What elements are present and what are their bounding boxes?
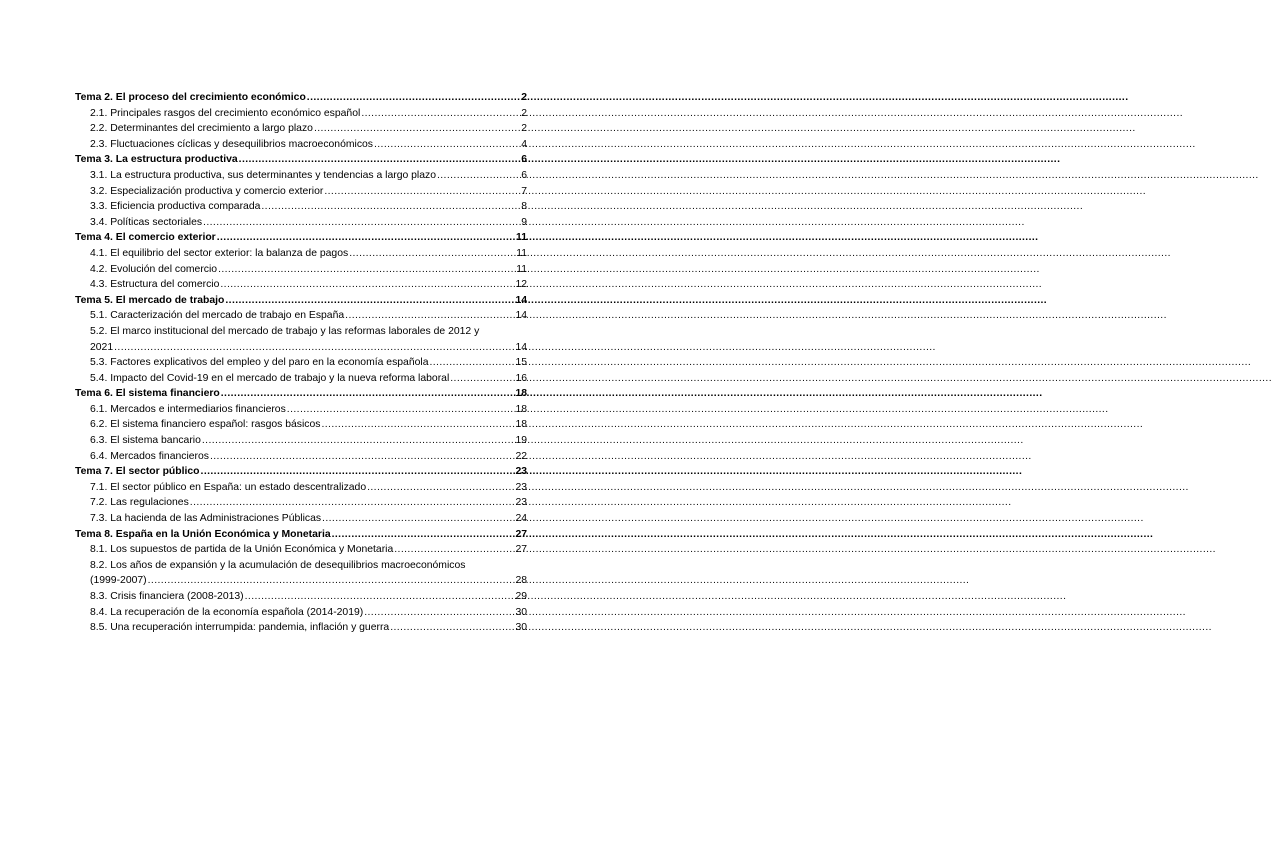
dot-leader [429,355,514,371]
dot-leader [361,106,520,122]
toc-subsection-entry[interactable] [75,137,527,153]
toc-entry-label: 6.3. El sistema bancario [90,435,201,447]
toc-entry-label: 3.3. Eficiencia productiva comparada [90,201,261,213]
table-of-contents [75,90,527,636]
toc-entry-label: 8.3. Crisis financiera (2008-2013) [90,591,244,602]
toc-entry-label: 8.5. Una recuperación interrumpida: pandemia, inflación y guerra [90,622,390,634]
toc-topic-entry[interactable] [75,90,527,106]
dot-leader [450,371,514,387]
toc-entry-label: 4.2. Evolución del comercio [90,263,218,275]
dot-leader [239,152,521,168]
dot-leader [261,199,520,215]
toc-page-number: 9 [521,216,527,228]
toc-page-number: 30 [515,622,527,634]
toc-page-number: 14 [515,341,527,353]
toc-topic-entry[interactable] [75,293,527,309]
toc-subsection-entry[interactable] [75,199,527,215]
toc-entry-label: Tema 2. El proceso del crecimiento económico [75,92,306,103]
dot-leader [332,527,515,543]
toc-entry-label: Tema 8. España en la Unión Económica y Monetaria [75,528,331,540]
toc-entry-label: Tema 4. El comercio exterior [75,232,216,244]
dot-leader [148,573,515,589]
dot-leader [201,464,515,480]
toc-page-number: 16 [515,372,527,384]
dot-leader [217,230,515,246]
toc-entry-label: Tema 5. El mercado de trabajo [75,294,225,306]
toc-entry-label: 8.4. La recuperación de la economía española (2014-2019) [90,606,364,618]
toc-subsection-entry[interactable] [75,246,527,262]
toc-entry-label: 6.1. Mercados e intermediarios financieros [90,403,286,415]
dot-leader [345,308,514,324]
toc-page-number: 11 [516,263,527,275]
toc-entry-label: 3.2. Especialización productiva y comercio exterior [90,185,324,197]
toc-entry-label: 6.4. Mercados financieros [90,450,209,462]
dot-leader [307,90,520,106]
toc-page-number: 8 [521,201,527,213]
toc-page-number: 23 [515,481,527,493]
dot-leader [114,340,514,356]
dot-leader [221,386,515,402]
toc-entry-label: 4.1. El equilibrio del sector exterior: la balanza de pagos [90,247,349,259]
toc-page-number: 6 [521,169,527,181]
dot-leader [202,433,515,449]
toc-subsection-entry[interactable] [75,168,527,184]
dot-leader [394,542,514,558]
toc-page-number: 2 [521,107,527,119]
toc-page-number: 23 [515,466,527,478]
toc-page-number: 11 [516,232,527,244]
toc-entry-label: 2.2. Determinantes del crecimiento a largo plazo [90,123,313,135]
toc-subsection-entry[interactable] [75,620,527,636]
toc-page-number: 12 [515,279,527,291]
toc-page-number: 14 [515,294,527,306]
toc-entry-label: 5.4. Impacto del Covid-19 en el mercado de trabajo y la nueva reforma laboral [90,372,450,384]
toc-entry-label: 8.1. Los supuestos de partida de la Unión Económica y Monetaria [90,544,394,556]
dot-leader [190,495,515,511]
dot-leader [314,121,520,137]
toc-page-number: 27 [515,544,527,556]
toc-subsection-entry[interactable] [75,542,527,558]
toc-page-number: 4 [521,138,527,150]
dot-leader [322,511,514,527]
dot-leader [220,277,514,293]
dot-leader [390,620,514,636]
dot-leader [437,168,520,184]
toc-entry-label: 7.3. La hacienda de las Administraciones Públicas [90,513,322,525]
toc-entry-label: 4.3. Estructura del comercio [90,279,220,291]
toc-page-number: 15 [515,357,527,369]
toc-subsection-entry[interactable] [75,589,527,605]
toc-entry-label-continued: 2021 [90,341,114,353]
toc-entry-label: Tema 6. El sistema financiero [75,388,220,400]
toc-subsection-entry[interactable] [75,511,527,527]
toc-subsection-entry[interactable] [75,121,527,137]
toc-entry-label: 8.2. Los años de expansión y la acumulación de desequilibrios macroeconómicos [90,559,466,571]
dot-leader [321,417,514,433]
toc-entry-label: 7.1. El sector público en España: un estado descentralizado [90,481,367,493]
toc-subsection-entry[interactable] [75,433,527,449]
toc-page-number: 6 [521,154,527,166]
dot-leader [374,137,520,153]
toc-page-number: 22 [515,450,527,462]
toc-subsection-entry[interactable] [75,495,527,511]
toc-subsection-entry[interactable] [75,277,527,293]
toc-subsection-entry[interactable] [75,402,527,418]
toc-entry-label: 5.2. El marco institucional del mercado de trabajo y las reformas laborales de 2012 y [90,325,480,337]
toc-subsection-entry[interactable] [75,262,527,278]
dot-leader [203,215,520,231]
toc-subsection-entry[interactable] [75,308,527,324]
toc-entry-label: 6.2. El sistema financiero español: rasgos básicos [90,419,321,431]
toc-subsection-entry[interactable] [75,371,527,387]
dot-leader [225,293,514,309]
toc-entry-label-continued: (1999-2007) [90,575,147,587]
toc-topic-entry[interactable] [75,230,527,246]
dot-leader [349,246,515,262]
toc-entry-label: 7.2. Las regulaciones [90,497,189,509]
toc-page-number: 2 [521,123,527,135]
toc-page-number: 29 [515,591,527,602]
toc-page-number: 28 [515,575,527,587]
toc-page-number: 18 [515,403,527,415]
toc-topic-entry[interactable] [75,527,527,543]
toc-page-number: 7 [521,185,527,197]
toc-entry-label: 3.4. Políticas sectoriales [90,216,203,228]
toc-subsection-entry[interactable] [75,324,527,355]
toc-page-number: 18 [515,419,527,431]
toc-page-number: 24 [515,513,527,525]
toc-entry-label: 2.3. Fluctuaciones cíclicas y desequilibrios macroeconómicos [90,138,373,150]
toc-subsection-entry[interactable] [75,605,527,621]
toc-subsection-entry[interactable] [75,184,527,200]
toc-page-number: 23 [515,497,527,509]
toc-topic-entry[interactable] [75,386,527,402]
dot-leader [245,589,515,605]
toc-entry-label: 5.3. Factores explicativos del empleo y del paro en la economía española [90,357,429,369]
toc-topic-entry[interactable] [75,464,527,480]
toc-entry-label: 2.1. Principales rasgos del crecimiento económico español [90,107,361,119]
toc-subsection-entry[interactable] [75,558,527,589]
toc-page-number: 14 [515,310,527,322]
toc-page-number: 27 [515,528,527,540]
toc-topic-entry[interactable] [75,152,527,168]
dot-leader [367,480,514,496]
toc-subsection-entry[interactable] [75,417,527,433]
dot-leader [287,402,515,418]
toc-page-number: 2 [521,92,527,103]
toc-entry-label: 3.1. La estructura productiva, sus determinantes y tendencias a largo plazo [90,169,436,181]
dot-leader [364,605,514,621]
toc-page-number: 30 [515,606,527,618]
toc-page-number: 11 [516,247,527,259]
toc-entry-label: 5.1. Caracterización del mercado de trabajo en España [90,310,345,322]
toc-page-number: 19 [515,435,527,447]
toc-subsection-entry[interactable] [75,355,527,371]
dot-leader [324,184,520,200]
toc-entry-label: Tema 7. El sector público [75,466,200,478]
toc-subsection-entry[interactable] [75,215,527,231]
toc-subsection-entry[interactable] [75,480,527,496]
toc-subsection-entry[interactable] [75,106,527,122]
toc-entry-label: Tema 3. La estructura productiva [75,154,238,166]
dot-leader [210,449,514,465]
toc-subsection-entry[interactable] [75,449,527,465]
toc-page-number: 18 [515,388,527,400]
dot-leader [218,262,515,278]
